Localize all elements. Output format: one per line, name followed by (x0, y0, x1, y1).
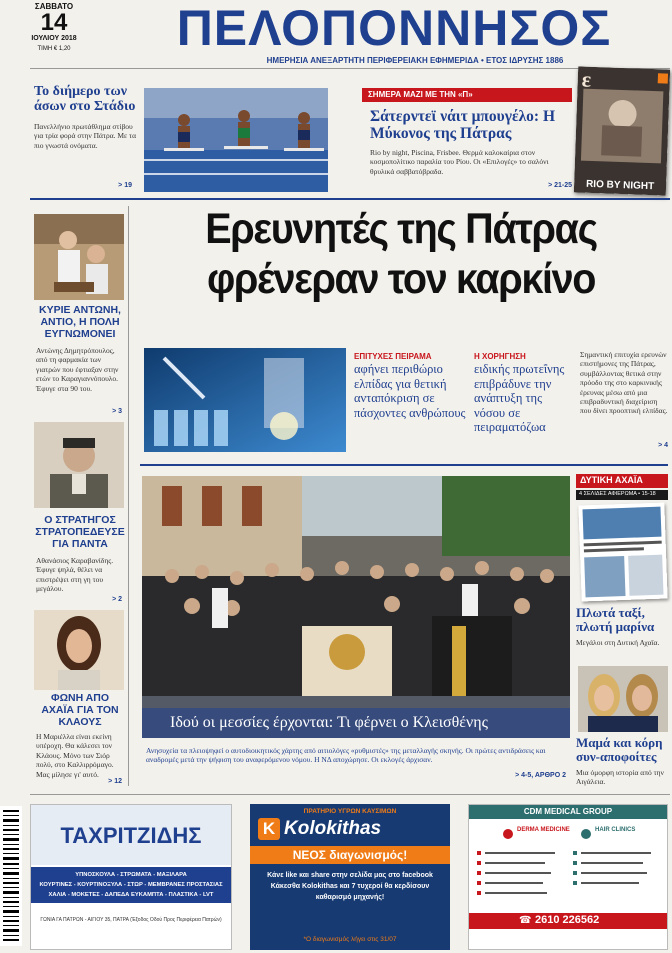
sidebar-story-2-text: Αθανάσιος Καραβανίδης. Έφυγε ψηλά, θέλει να επιστρέψει στη γη του μεγάλου. (36, 556, 114, 594)
insert-title[interactable]: Σάτερντεϊ νάιτ μπουγέλο: Η Μύκονος της Πάτρας (370, 108, 556, 142)
masthead-title: ΠΕΛΟΠΟΝΝΗΣΟΣ (176, 0, 612, 56)
date-box (4, 2, 104, 52)
kolokithas-logo-icon: K (258, 818, 280, 840)
ad-tachritzidis[interactable] (30, 804, 232, 950)
phone-icon: ☎ (519, 915, 532, 926)
day-label: ΣΑΒΒΑΤΟ (34, 2, 74, 11)
top-left-story-title: Το διήμερο των άσων στο Στάδιο (34, 84, 136, 114)
insert-ref: > 21-25 (548, 182, 572, 189)
dytiki-cover[interactable] (578, 503, 667, 602)
derma-logo-icon (503, 829, 513, 839)
sidebar-divider (128, 206, 129, 786)
date-number: 14 (40, 9, 68, 36)
lead-col1-label: ΕΠΙΤΥΧΕΣ ΠΕΙΡΑΜΑ (354, 352, 432, 361)
photo-story-ref: > 4-5, ΑΡΘΡΟ 2 (515, 772, 566, 779)
magazine-letter: ε (581, 66, 592, 92)
sidebar-photo-woman (34, 610, 124, 690)
ad-tachritzidis-footer: ΓΩΝΙΑ ΓΑ ΠΑΤΡΩΝ - ΑΙΓΙΟΥ 35, ΠΑΤΡΑ (Έξοδος Οδού Προς Περιφέρεια Πατρών) (40, 917, 222, 923)
top-left-story-text: Πανελλήνιο πρωτάθλημα στίβου για τρία φορά στην Πάτρα. Με τα πιο γνωστά ονόματα. (34, 122, 137, 150)
magazine-caption: RIO BY NIGHT (585, 178, 655, 193)
dytiki-story-1-title[interactable]: Πλωτά ταξί, πλωτή μαρίνα (576, 605, 655, 634)
sidebar-story-1-text: Αντώνης Δημητρόπουλος, από τη φαρμακία των γιατρών που έφτιαξαν στην ετών το Καραγιαννόπουλο. Έφυγε στα 90 του. (36, 346, 119, 393)
ad-tachritzidis-line-3: ΧΑΛΙΑ - ΜΟΚΕΤΕΣ - ΔΑΠΕΔΑ ΕΥΚΑΜΠΤΑ - ΠΛΑΣΤΙΚΑ - LVT (48, 892, 214, 898)
mother-daughter-photo (578, 666, 668, 732)
lead-col1-text: αφήνει περιθώριο ελπίδας για θετική ανταπόκριση σε πάσχοντες ανθρώπους (354, 362, 466, 420)
sidebar-photo-couple (34, 214, 124, 300)
sidebar-story-2-title[interactable]: Ο ΣΤΡΑΤΗΓΟΣ ΣΤΡΑΤΟΠΕΔΕΥΣΕ ΓΙΑ ΠΑΝΤΑ (35, 514, 125, 550)
masthead-subtitle: ΗΜΕΡΗΣΙΑ ΑΝΕΞΑΡΤΗΤΗ ΠΕΡΙΦΕΡΕΙΑΚΗ ΕΦΗΜΕΡΙΔΑ • ΕΤΟΣ ΙΔΡΥΣΗΣ 1886 (266, 56, 564, 65)
lead-col2-label: Η ΧΟΡΗΓΗΣΗ (474, 352, 526, 361)
ad-kolokithas[interactable] (250, 804, 450, 950)
dytiki-achaia-header: ΔΥΤΙΚΗ ΑΧΑΪΑ (576, 474, 668, 488)
lab-photo (144, 348, 346, 452)
ad-cdm-brand-1: DERMA MEDICINE (517, 827, 570, 833)
sidebar-story-3-title[interactable]: ΦΩΝΗ ΑΠΟ ΑΧΑΪΑ ΓΙΑ ΤΟΝ ΚΛΑΟΥΣ (41, 692, 119, 728)
sidebar-story-1-title[interactable]: ΚΥΡΙΕ ΑΝΤΩΝΗ, ΑΝΤΙΟ, Η ΠΟΛΗ ΕΥΓΝΩΜΟΝΕΙ (39, 304, 121, 340)
ad-tachritzidis-line-1: ΥΠΝΟΣΚΟΥΛΑ - ΣΤΡΩΜΑΤΑ - ΜΑΞΙΛΑΡΑ (75, 872, 187, 878)
dytiki-story-2-title[interactable]: Μαμά και κόρη συν-αποφοίτες (576, 735, 663, 764)
ceremony-photo (142, 476, 570, 738)
ad-kolokithas-text: Κάνε like και share στην σελίδα μας στο facebook Κάκεσθα Kolokithas και 7 τυχεροί θα κερδίσουν καθαρισμό μηχανής! (267, 872, 433, 901)
ad-cdm[interactable] (468, 804, 668, 950)
lead-ref: > 4 (658, 442, 668, 449)
ad-cdm-service-list (477, 849, 659, 905)
lead-divider (140, 464, 668, 466)
masthead-divider (30, 68, 670, 69)
price-label: ΤΙΜΗ € 1,20 (37, 46, 71, 52)
dytiki-achaia-sub: 4 ΣΕΛΙΔΕΣ ΑΦΙΕΡΩΜΑ • 15-18 (576, 490, 668, 500)
dytiki-story-2-text: Μια όμορφη ιστορία από την Αιγάλεια. (576, 768, 664, 787)
ad-tachritzidis-name: ΤΑΧΡΙΤΖΙΔΗΣ (60, 823, 202, 848)
top-divider (30, 198, 670, 200)
main-headline[interactable] (155, 204, 646, 304)
ad-cdm-brand-2: HAIR CLINICS (595, 827, 636, 833)
sidebar-story-3-text: Η Μαριέλλα είναι εκείνη υπέροχη. Θα κάλεσει τον Κλάους. Μόνο των Σιόρ πολύ, στο Καλλιρρόμαγο. Μας μίλησε γι' αυτό. (36, 732, 114, 779)
sidebar-story-2-ref: > 2 (112, 596, 122, 603)
headline-line-2: φρένεραν τον καρκίνο (206, 255, 596, 303)
magazine-cover[interactable] (574, 66, 670, 195)
lead-col3-text: Σημαντική επιτυχία ερευνών επιστήμονες της Πάτρας, συμβάλλοντας θετικά στην πρόοδο της στο καρκινικής έρευνας μέσω από μια επιβραδυντική διαχείριση που δίνει προοπτική ελπίδας. (580, 350, 668, 416)
ad-kolokithas-deadline: *Ο διαγωνισμός λήγει στις 31/07 (303, 936, 397, 943)
sidebar-photo-general (34, 422, 124, 508)
ad-kolokithas-name: Kolokithas (284, 818, 382, 839)
top-left-story-ref: > 19 (118, 182, 132, 189)
headline-line-1: Ερευνητές της Πάτρας (205, 205, 597, 253)
ad-cdm-phone: 2610 226562 (535, 914, 600, 926)
ad-tachritzidis-line-2: ΚΟΥΡΤΙΝΕΣ - ΚΟΥΡΤΙΝΟΞΥΛΑ - ΣΤΩΡ - ΜΕΜΒΡΑΝΕΣ ΠΡΟΣΤΑΣΙΑΣ (39, 882, 223, 888)
lead-col2-text: ειδικής πρωτεΐνης επιβράδυνε την ανάπτυξη της νόσου σε πειραματόζωα (474, 362, 565, 434)
ad-tachritzidis-lines (31, 867, 231, 903)
photo-story-text: Ανησυχεία τα πλειοψηφεί ο αυτοδιοικητικός χάρτης από αιτιολόγες «ρυθμιστές» της μεταλλαγής σκηνής. Οι πρώτες αντιδράσεις και αναδρομές μετά την ψήφιση του αναφερόμενου νόμου. Η ΝΔ αποχώρησε. Οι εκλογές άρχισαν. (146, 746, 546, 765)
barcode (0, 806, 22, 946)
ad-kolokithas-banner: ΝΕΟΣ διαγωνισμός! (250, 846, 450, 864)
insert-banner: ΣΗΜΕΡΑ ΜΑΖΙ ΜΕ ΤΗΝ «Π» (362, 88, 572, 102)
ads-divider (30, 794, 670, 795)
ad-cdm-header: CDM MEDICAL GROUP (469, 805, 667, 819)
ad-kolokithas-header: ΠΡΑΤΗΡΙΟ ΥΓΡΩΝ ΚΑΥΣΙΜΩΝ (303, 808, 397, 815)
hair-logo-icon (581, 829, 591, 839)
insert-text: Rio by night, Piscina, Frisbee. Θερμά καλοκαίρια στον κοσμοπολίτικο παραλία του Ρίου. Οι «Επιλογές» το σαλόνι θρυλικά σαββατόβραδα. (370, 148, 549, 176)
photo-caption[interactable]: Ιδού οι μεσσίες έρχονται: Τι φέρνει ο Κλεισθένης (170, 714, 488, 731)
hurdles-photo (144, 88, 328, 192)
dytiki-story-1-text: Μεγάλοι στη Δυτική Αχαΐα. (576, 638, 660, 647)
sidebar-story-1-ref: > 3 (112, 408, 122, 415)
month-year: ΙΟΥΛΙΟΥ 2018 (31, 35, 77, 42)
sidebar-story-3-ref: > 12 (108, 778, 122, 785)
top-left-story[interactable] (34, 84, 142, 150)
